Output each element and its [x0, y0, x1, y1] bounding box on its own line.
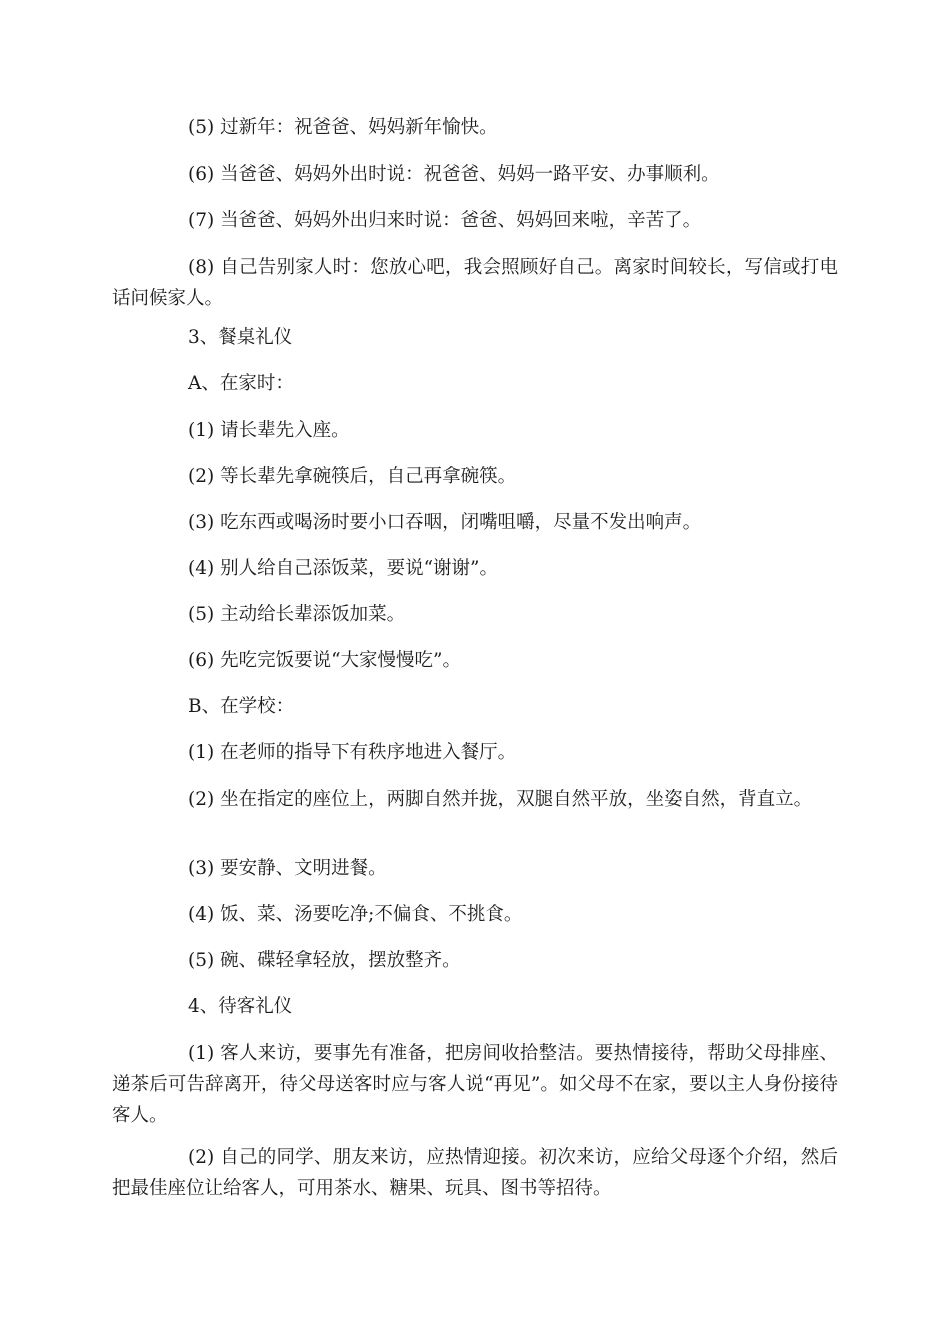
- list-item: (5) 主动给长辈添饭加菜。: [188, 604, 406, 625]
- section-heading-hosting-guests: 4、待客礼仪: [188, 996, 293, 1017]
- list-item: (4) 饭、菜、汤要吃净;不偏食、不挑食。: [188, 904, 523, 925]
- list-item: (2) 坐在指定的座位上，两脚自然并拢，双腿自然平放，坐姿自然，背直立。: [188, 789, 813, 810]
- paragraph-new-year: (5) 过新年：祝爸爸、妈妈新年愉快。: [188, 117, 498, 138]
- subheading-at-home: A、在家时：: [188, 373, 294, 394]
- paragraph-leaving-home: (8) 自己告别家人时：您放心吧，我会照顾好自己。离家时间较长，写信或打电话问候家人。: [112, 257, 838, 309]
- paragraph-parents-going-out: (6) 当爸爸、妈妈外出时说：祝爸爸、妈妈一路平安、办事顺利。: [188, 164, 720, 185]
- section-heading-table-manners: 3、餐桌礼仪: [188, 327, 293, 348]
- paragraph-guest-visit: (1) 客人来访，要事先有准备，把房间收拾整洁。要热情接待，帮助父母排座、递茶后可告辞离开，待父母送客时应与客人说“再见”。如父母不在家，要以主人身份接待客人。: [112, 1043, 838, 1126]
- list-item: (3) 吃东西或喝汤时要小口吞咽，闭嘴咀嚼，尽量不发出响声。: [188, 512, 702, 533]
- list-item: (1) 请长辈先入座。: [188, 420, 350, 441]
- list-item: (1) 在老师的指导下有秩序地进入餐厅。: [188, 742, 517, 763]
- list-item: (2) 等长辈先拿碗筷后，自己再拿碗筷。: [188, 466, 517, 487]
- paragraph-parents-returning: (7) 当爸爸、妈妈外出归来时说：爸爸、妈妈回来啦，辛苦了。: [188, 210, 702, 231]
- list-item: (6) 先吃完饭要说“大家慢慢吃”。: [188, 650, 462, 671]
- list-item: (5) 碗、碟轻拿轻放，摆放整齐。: [188, 950, 461, 971]
- list-item: (3) 要安静、文明进餐。: [188, 858, 387, 879]
- paragraph-friends-visit: (2) 自己的同学、朋友来访，应热情迎接。初次来访，应给父母逐个介绍，然后把最佳座位让给客人，可用茶水、糖果、玩具、图书等招待。: [112, 1147, 838, 1199]
- list-item: (4) 别人给自己添饭菜，要说“谢谢”。: [188, 558, 499, 579]
- subheading-at-school: B、在学校：: [188, 696, 295, 717]
